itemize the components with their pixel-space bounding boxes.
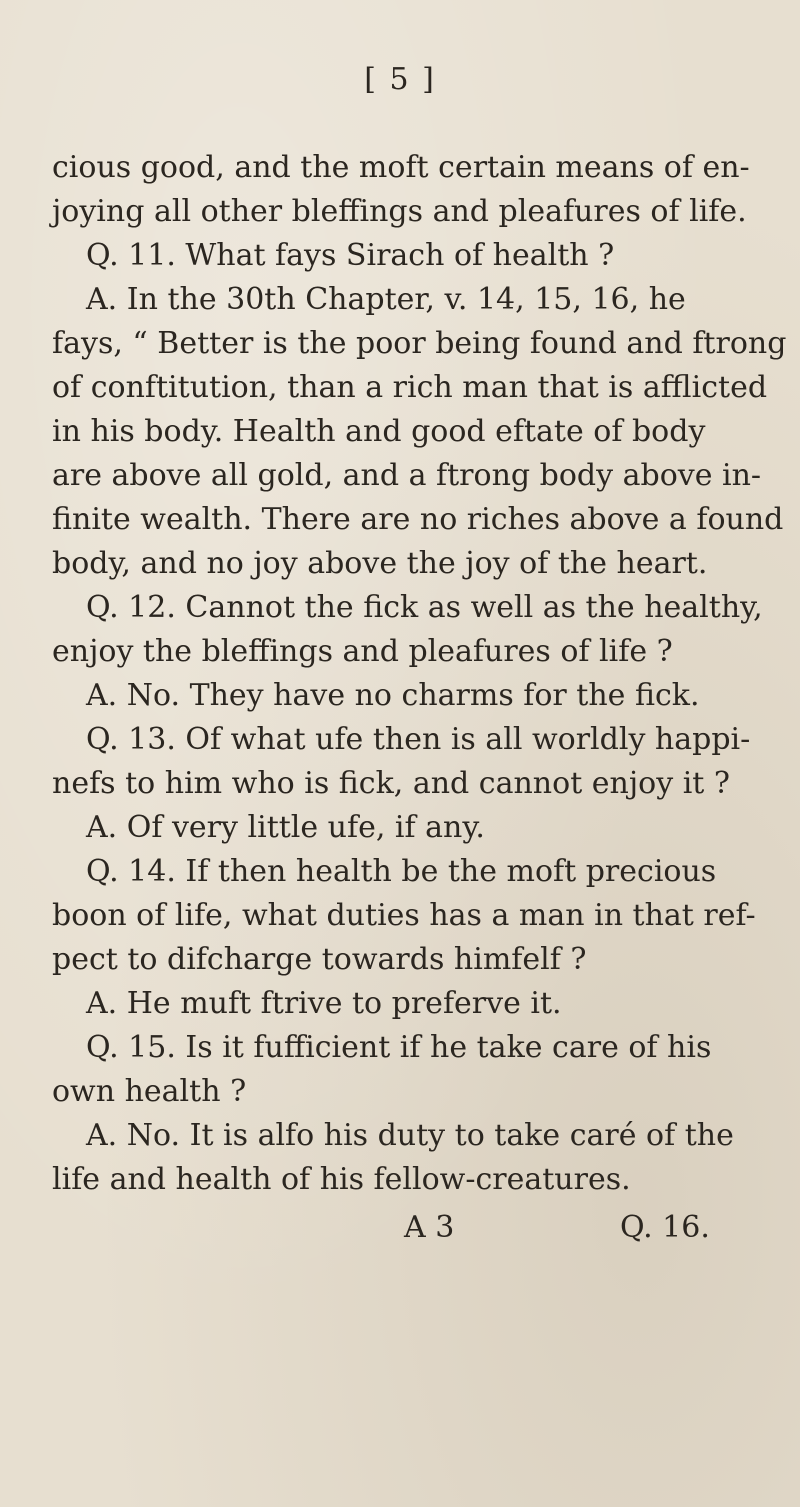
text-line: in his body. Health and good eftate of body (52, 414, 706, 449)
question-line: Q. 11. What fays Sirach of health ? (86, 238, 615, 273)
signature-mark: A 3 (404, 1210, 455, 1245)
text-line: body, and no joy above the joy of the heart. (52, 546, 708, 581)
text-line: finite wealth. There are no riches above a found (52, 502, 784, 537)
question-line: Q. 14. If then health be the moft precious (86, 854, 717, 889)
answer-line: A. In the 30th Chapter, v. 14, 15, 16, he (86, 282, 686, 317)
text-line: boon of life, what duties has a man in that ref- (52, 898, 756, 933)
text-line: are above all gold, and a ftrong body above in- (52, 458, 762, 493)
answer-line: A. No. They have no charms for the fick. (86, 678, 700, 713)
text-line: own health ? (52, 1074, 247, 1109)
text-line: enjoy the bleffings and pleafures of life ? (52, 634, 673, 669)
question-line: Q. 15. Is it fufficient if he take care of his (86, 1030, 712, 1065)
answer-line: A. No. It is alfo his duty to take caré of the (86, 1118, 734, 1153)
question-line: Q. 12. Cannot the fick as well as the healthy, (86, 590, 763, 625)
text-line: nefs to him who is fick, and cannot enjoy it ? (52, 766, 730, 801)
text-line: fays, “ Better is the poor being found and ftrong (52, 326, 787, 361)
text-line: pect to difcharge towards himfelf ? (52, 942, 587, 977)
catchword: Q. 16. (620, 1210, 710, 1245)
text-line: joying all other bleffings and pleafures of life. (52, 194, 747, 229)
page-number-header: [ 5 ] (364, 62, 436, 97)
question-line: Q. 13. Of what ufe then is all worldly happi- (86, 722, 751, 757)
answer-line: A. He muft ftrive to preferve it. (86, 986, 562, 1021)
answer-line: A. Of very little ufe, if any. (86, 810, 485, 845)
text-line: cious good, and the moft certain means of en- (52, 150, 750, 185)
text-line: of conftitution, than a rich man that is afflicted (52, 370, 768, 405)
text-line: life and health of his fellow-creatures. (52, 1162, 631, 1197)
